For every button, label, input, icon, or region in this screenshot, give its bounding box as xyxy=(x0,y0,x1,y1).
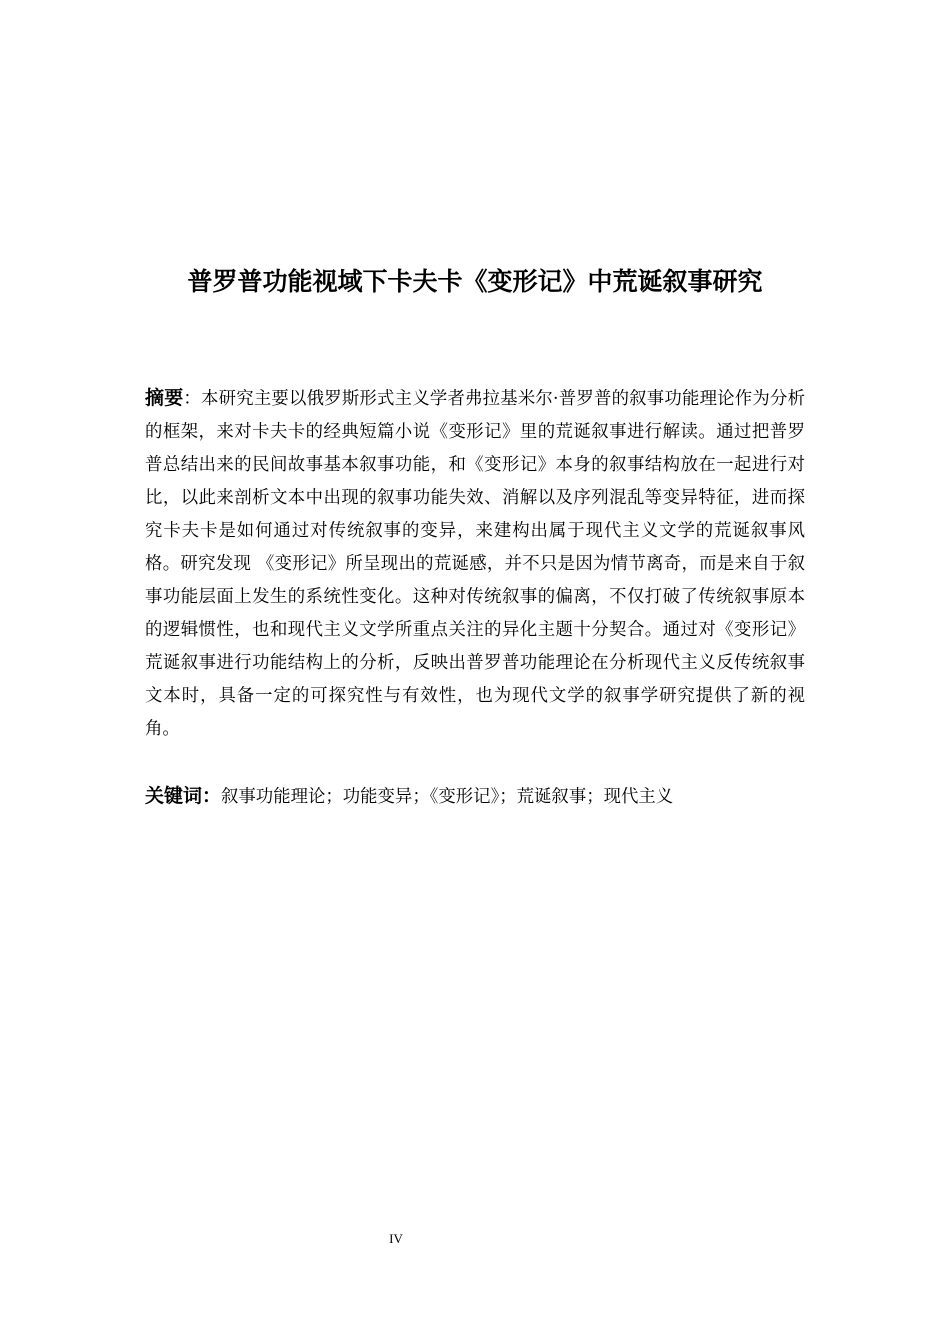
page-title: 普罗普功能视域下卡夫卡《变形记》中荒诞叙事研究 xyxy=(187,267,763,296)
keywords-label: 关键词： xyxy=(145,785,222,807)
abstract-text: 本研究主要以俄罗斯形式主义学者弗拉基米尔·普罗普的叙事功能理论作为分析的框架，来对卡夫卡的经典短篇小说《变形记》里的荒诞叙事进行解读。通过把普罗普总结出来的民间故事基本叙事功能，和《变形记》本身的叙事结构放在一起进行对比，以此来剖析文本中出现的叙事功能失效、消解以及序列混乱等变异特征，进而探究卡夫卡是如何通过对传统叙事的变异，来建构出属于现代主义文学的荒诞叙事风格。研究发现 《变形记》所呈现出的荒诞感，并不只是因为情节离奇，而是来自于叙事功能层面上发生的系统性变化。这种对传统叙事的偏离，不仅打破了传统叙事原本的逻辑惯性，也和现代主义文学所重点关注的异化主题十分契合。通过对《变形记》荒诞叙事进行功能结构上的分析，反映出普罗普功能理论在分析现代主义反传统叙事文本时，具备一定的可探究性与有效性，也为现代文学的叙事学研究提供了新的视角。 xyxy=(145,389,805,739)
abstract-paragraph xyxy=(145,382,805,746)
abstract-label: 摘要 xyxy=(145,387,184,409)
page-number: IV xyxy=(389,1231,403,1246)
keywords-text: 叙事功能理论；功能变异；《变形记》；荒诞叙事；现代主义 xyxy=(221,787,674,807)
keywords-paragraph xyxy=(145,780,805,814)
abstract-colon: ： xyxy=(183,389,202,409)
